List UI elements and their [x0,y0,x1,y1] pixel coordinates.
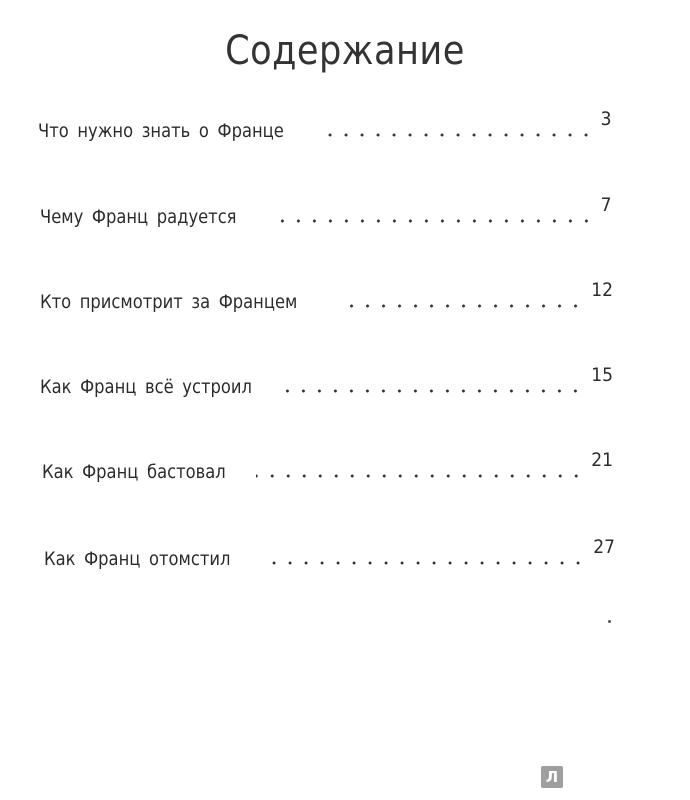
toc-entry-label: Как Франц всё устроил [40,376,252,398]
toc-dot-leader [286,389,583,393]
toc-dot-leader [256,474,584,478]
toc-dot-leader [261,561,586,565]
toc-dot-leader [324,133,594,137]
toc-dot-leader [339,304,584,308]
toc-entry-page-number: 27 [593,536,615,558]
toc-entry-label: Как Франц бастовал [42,461,226,483]
toc-entry-page-number: 15 [591,364,613,386]
toc-entry-page-number: 7 [600,194,612,216]
toc-dot-leader [269,219,594,223]
toc-entry[interactable] [40,194,612,228]
page-title: Содержание [225,28,465,74]
toc-entry[interactable] [40,364,614,398]
toc-entry[interactable] [40,279,614,313]
toc-entry-label: Что нужно знать о Франце [38,120,284,142]
toc-entry-label: Чему Франц радуется [40,206,237,228]
watermark-logo-icon: Л [541,766,563,788]
toc-entry[interactable] [42,449,614,483]
toc-entry[interactable] [44,536,616,570]
toc-entry-page-number: 12 [591,279,613,301]
toc-entry-label: Кто присмотрит за Францем [40,291,298,313]
toc-entry-page-number: 21 [591,449,613,471]
toc-entry-page-number: 3 [600,108,612,130]
toc-entry-label: Как Франц отомстил [44,548,231,570]
stray-ink-dot [608,620,611,623]
toc-entry[interactable] [38,108,612,142]
